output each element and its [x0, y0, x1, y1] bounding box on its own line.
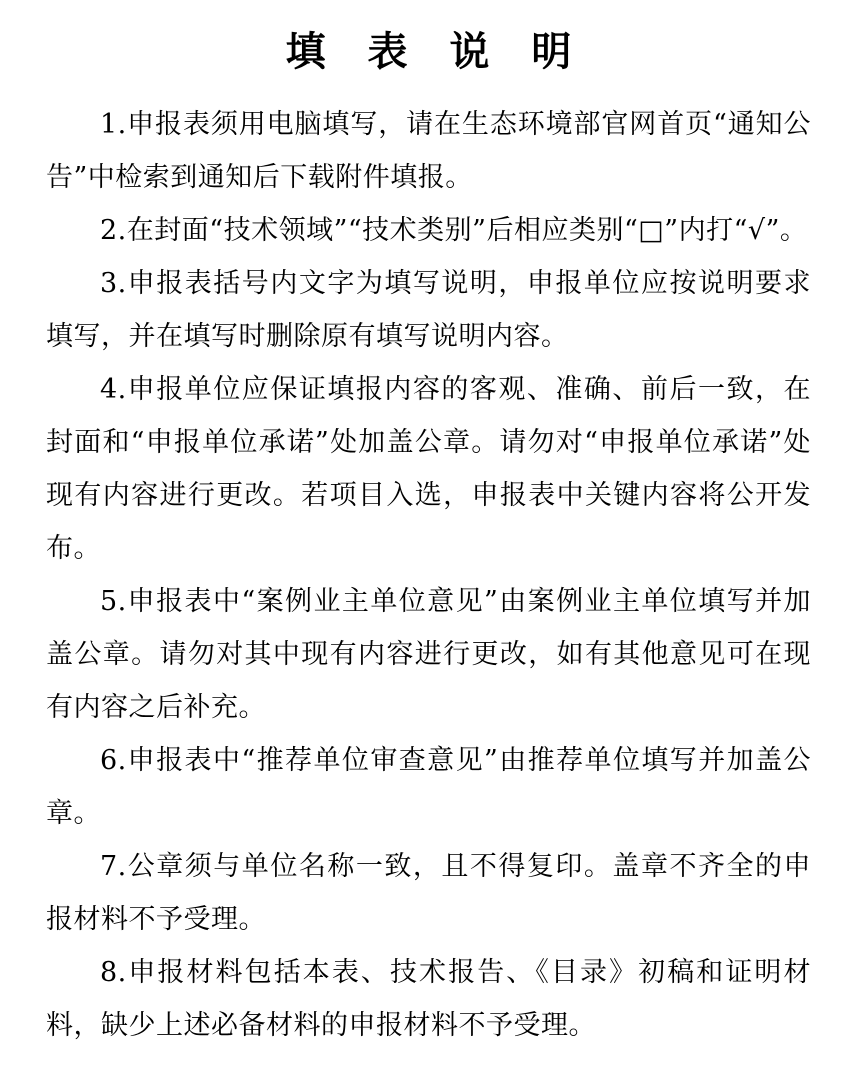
instruction-paragraph-8: 8.申报材料包括本表、技术报告、《目录》初稿和证明材料，缺少上述必备材料的申报材料不予受理。: [46, 957, 811, 1041]
instruction-paragraph-5: 5.申报表中“案例业主单位意见”由案例业主单位填写并加盖公章。请勿对其中现有内容进行更改，如有其他意见可在现有内容之后补充。: [46, 586, 811, 723]
instruction-paragraph-7: 7.公章须与单位名称一致，且不得复印。盖章不齐全的申报材料不予受理。: [46, 851, 811, 935]
instructions-body: [46, 98, 811, 1052]
instruction-paragraph-2: 2.在封面“技术领域”“技术类别”后相应类别“□”内打“√”。: [100, 215, 808, 246]
page-title: 填 表 说 明: [285, 28, 586, 75]
instruction-paragraph-1: 1.申报表须用电脑填写，请在生态环境部官网首页“通知公告”中检索到通知后下载附件填报。: [46, 109, 811, 193]
instruction-paragraph-3: 3.申报表括号内文字为填写说明，申报单位应按说明要求填写，并在填写时删除原有填写说明内容。: [46, 268, 811, 352]
instruction-paragraph-4: 4.申报单位应保证填报内容的客观、准确、前后一致，在封面和“申报单位承诺”处加盖公章。请勿对“申报单位承诺”处现有内容进行更改。若项目入选，申报表中关键内容将公开发布。: [46, 374, 811, 564]
instruction-paragraph-6: 6.申报表中“推荐单位审查意见”由推荐单位填写并加盖公章。: [46, 745, 811, 829]
